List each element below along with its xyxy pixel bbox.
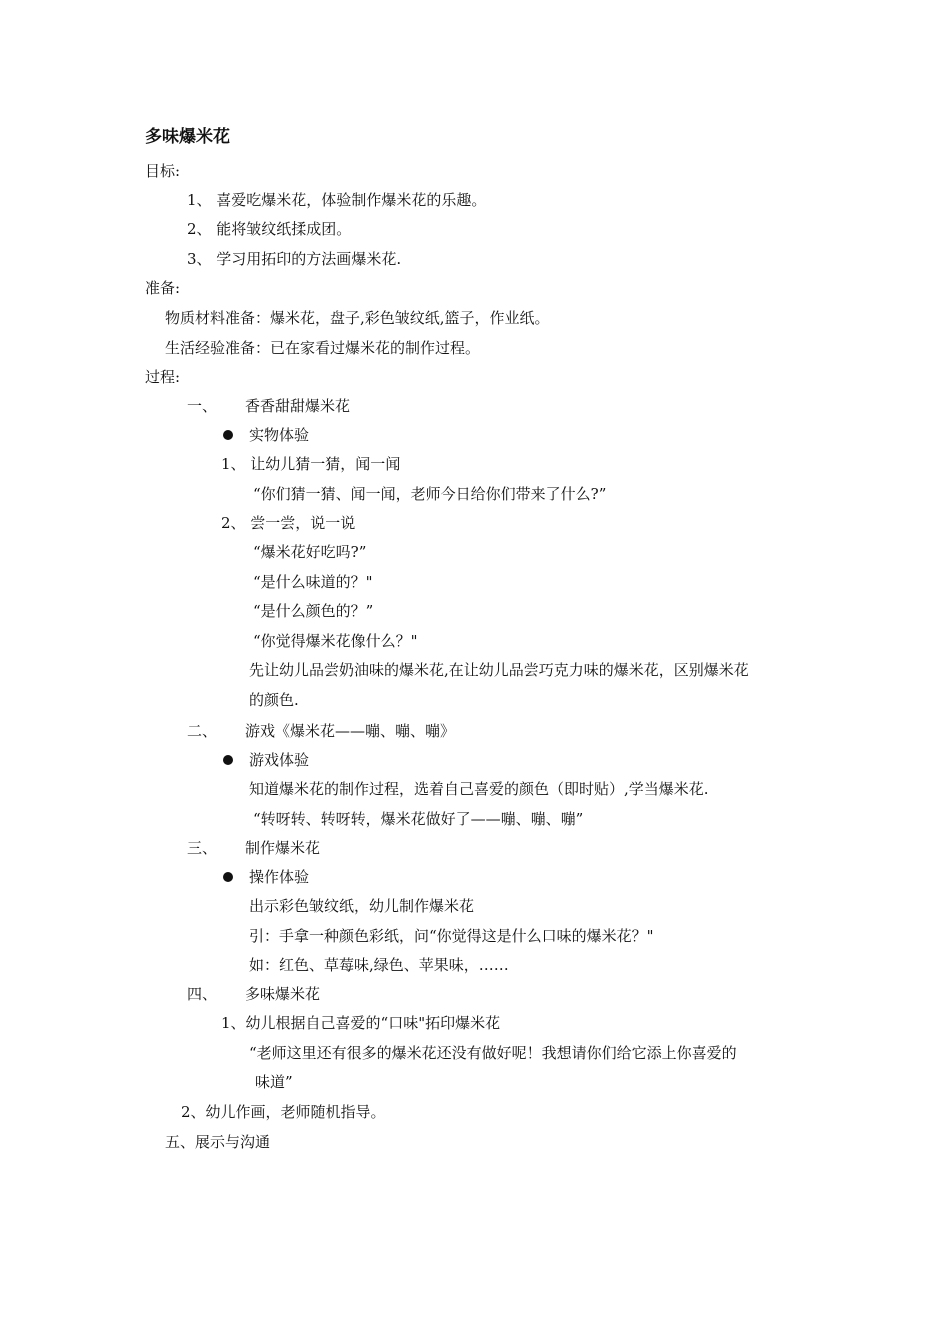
section3-line1: 出示彩色皱纹纸，幼儿制作爆米花 [249, 897, 475, 915]
section3-title: 制作爆米花 [245, 839, 321, 857]
section4-step1: 1、幼儿根据自己喜爱的“口味"拓印爆米花 [221, 1014, 501, 1032]
section1-note-line2: 的颜色. [249, 691, 299, 709]
goals-heading: 目标: [145, 162, 181, 180]
goal-item-3: 3、 学习用拓印的方法画爆米花. [187, 250, 402, 268]
section3-number: 三、 [187, 839, 218, 857]
section1-question5: “你觉得爆米花像什么？" [253, 632, 418, 650]
goal-item-2: 2、 能将皱纹纸揉成团。 [187, 220, 352, 238]
section3-line2: 引：手拿一种颜色彩纸，问“你觉得这是什么口味的爆米花？" [249, 927, 654, 945]
section1-note-line1: 先让幼儿品尝奶油味的爆米花,在让幼儿品尝巧克力味的爆米花，区别爆米花 [249, 661, 749, 679]
section1-question3: “是什么味道的？" [253, 573, 373, 591]
section4-title: 多味爆米花 [245, 985, 321, 1003]
section1-question2: “爆米花好吃吗?” [253, 543, 367, 561]
section4-step2: 2、幼儿作画，老师随机指导。 [181, 1103, 386, 1121]
section2-bullet-label: 游戏体验 [249, 751, 310, 769]
section4-quote-line1: “老师这里还有很多的爆米花还没有做好呢！我想请你们给它添上你喜爱的 [249, 1044, 737, 1062]
goal-item-1: 1、 喜爱吃爆米花，体验制作爆米花的乐趣。 [187, 191, 487, 209]
section1-title: 香香甜甜爆米花 [245, 397, 351, 415]
bullet-icon [223, 430, 233, 440]
document-title: 多味爆米花 [145, 127, 230, 147]
section4-quote-line2: 味道” [255, 1073, 293, 1091]
bullet-icon [223, 755, 233, 765]
section4-number: 四、 [187, 985, 218, 1003]
section3-bullet-label: 操作体验 [249, 868, 310, 886]
section1-question4: “是什么颜色的？” [253, 602, 374, 620]
section1-bullet-label: 实物体验 [249, 426, 310, 444]
section2-line1: 知道爆米花的制作过程，选着自己喜爱的颜色（即时贴）,学当爆米花. [249, 780, 709, 798]
prep-heading: 准备: [145, 279, 181, 297]
section3-line3: 如：红色、草莓味,绿色、苹果味，…… [249, 956, 509, 974]
section1-step1: 1、 让幼儿猜一猜，闻一闻 [221, 455, 401, 473]
section2-number: 二、 [187, 722, 218, 740]
section1-number: 一、 [187, 397, 218, 415]
prep-material: 物质材料准备：爆米花，盘子,彩色皱纹纸,篮子，作业纸。 [165, 309, 550, 327]
section2-line2: “转呀转、转呀转，爆米花做好了——嘣、嘣、嘣” [253, 810, 584, 828]
process-heading: 过程: [145, 368, 181, 386]
section1-question1: “你们猜一猜、闻一闻，老师今日给你们带来了什么?” [253, 485, 607, 503]
section2-title: 游戏《爆米花——嘣、嘣、嘣》 [245, 722, 456, 740]
prep-experience: 生活经验准备：已在家看过爆米花的制作过程。 [165, 339, 481, 357]
bullet-icon [223, 872, 233, 882]
section1-step2: 2、 尝一尝，说一说 [221, 514, 356, 532]
section5-title: 五、展示与沟通 [165, 1133, 271, 1151]
